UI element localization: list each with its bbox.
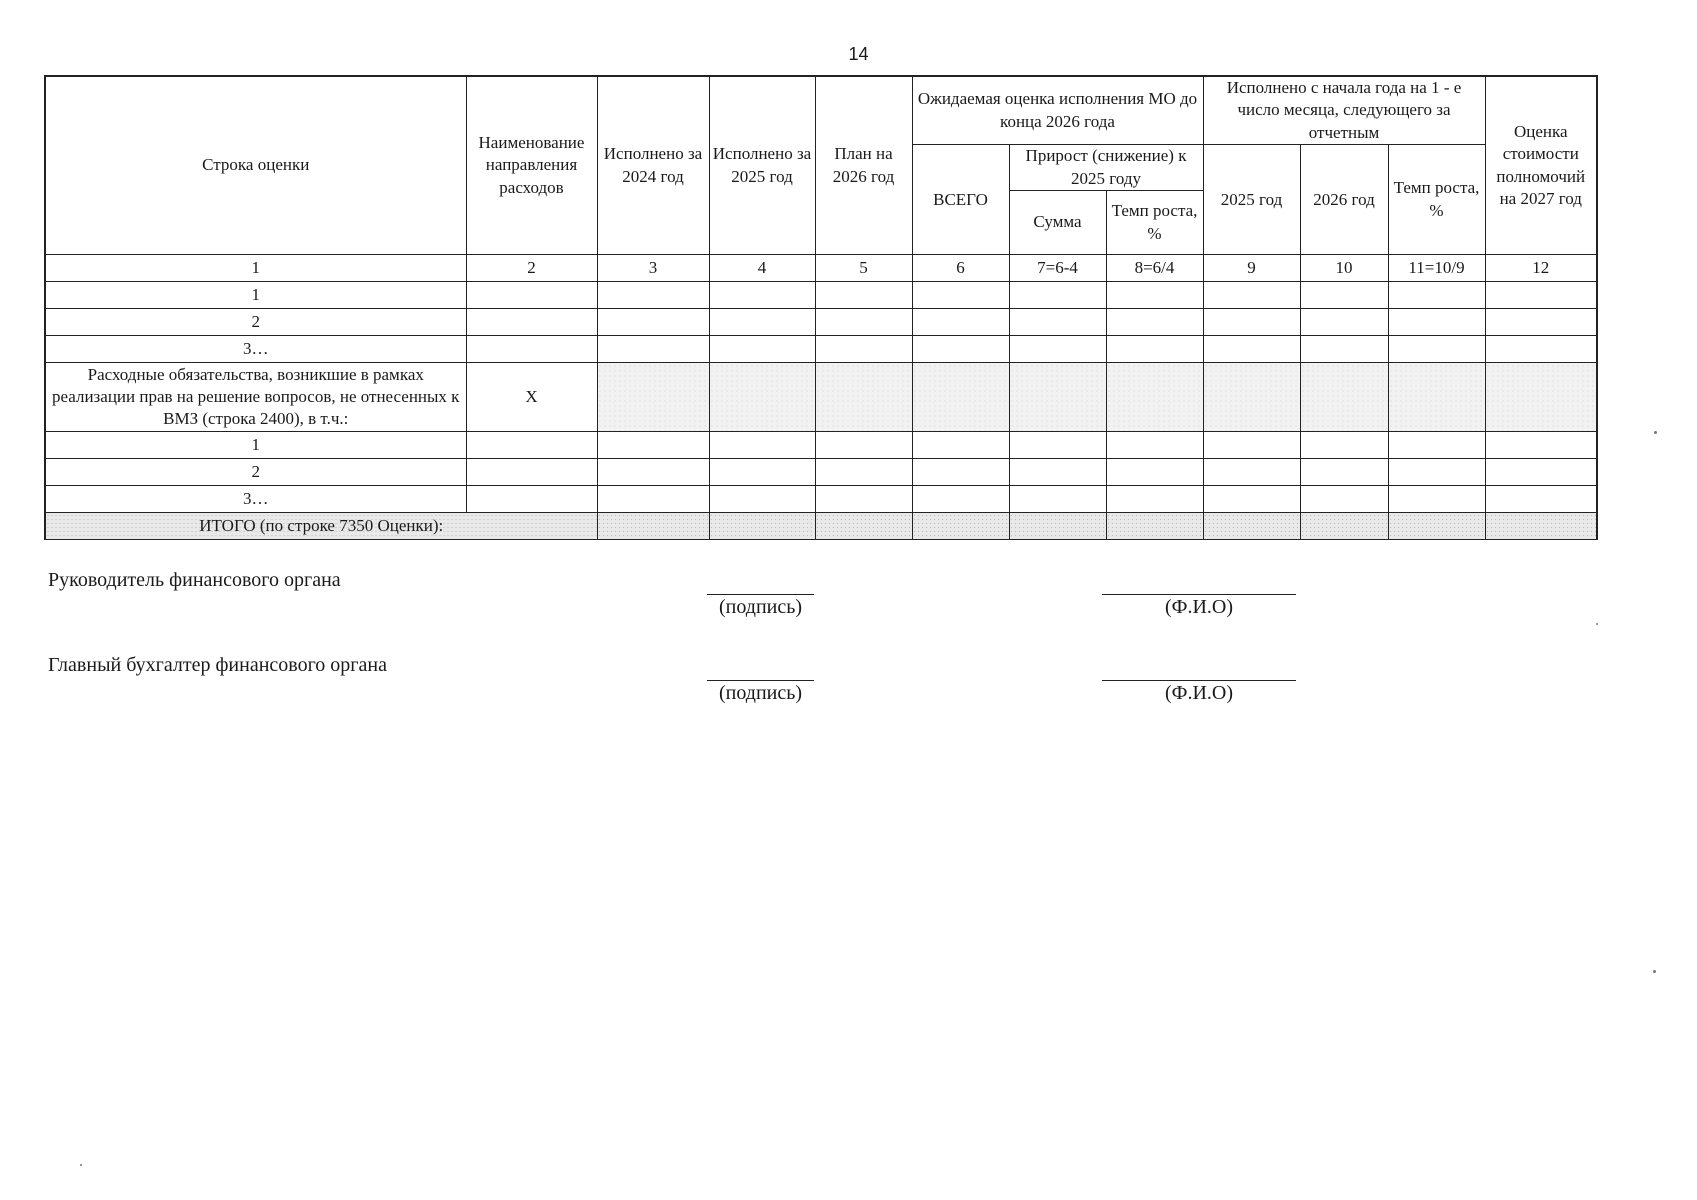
- section-row: [45, 363, 1597, 432]
- header-executed-2024: Исполнено за 2024 год: [597, 76, 709, 255]
- header-ytd-group: Исполнено с начала года на 1 - е число месяца, следующего за отчетным: [1203, 76, 1485, 145]
- section-label: Расходные обязательства, возникшие в рамках реализации прав на решение вопросов, не отнесенных к ВМЗ (строка 2400), в т.ч.:: [45, 363, 466, 432]
- shaded-cell: [1106, 363, 1203, 432]
- table-cell: [709, 432, 815, 459]
- total-cell: [1009, 513, 1106, 540]
- table-cell: [1485, 486, 1597, 513]
- column-number: 4: [709, 255, 815, 282]
- column-number-row: [45, 255, 1597, 282]
- row-label: 2: [45, 309, 466, 336]
- head-name-line: [1102, 594, 1296, 595]
- column-number: 3: [597, 255, 709, 282]
- table-cell: [1009, 282, 1106, 309]
- column-number: 10: [1300, 255, 1388, 282]
- table-cell: [815, 459, 912, 486]
- accountant-name-line: [1102, 680, 1296, 681]
- table-cell: [709, 309, 815, 336]
- table-cell: [1485, 432, 1597, 459]
- table-cell: [1485, 309, 1597, 336]
- header-growth-group: Прирост (снижение) к 2025 году: [1009, 145, 1203, 191]
- total-cell: [1388, 513, 1485, 540]
- shaded-cell: [1203, 363, 1300, 432]
- total-label: ИТОГО (по строке 7350 Оценки):: [45, 513, 597, 540]
- table-cell: [1203, 336, 1300, 363]
- column-number: 6: [912, 255, 1009, 282]
- total-row: [45, 513, 1597, 540]
- table-cell: [1388, 486, 1485, 513]
- shaded-cell: [597, 363, 709, 432]
- header-row-label: Строка оценки: [45, 76, 466, 255]
- row-label: 2: [45, 459, 466, 486]
- table-cell: [1300, 336, 1388, 363]
- table-cell: [912, 282, 1009, 309]
- total-cell: [1485, 513, 1597, 540]
- table-cell: [1300, 282, 1388, 309]
- shaded-cell: [1388, 363, 1485, 432]
- shaded-cell: [1300, 363, 1388, 432]
- table-cell: [709, 282, 815, 309]
- head-name-caption: (Ф.И.О): [1164, 596, 1233, 618]
- table-cell: [597, 309, 709, 336]
- table-cell: [1106, 336, 1203, 363]
- scan-speck: [1596, 623, 1598, 625]
- header-direction: Наименование направления расходов: [466, 76, 597, 255]
- header-total: ВСЕГО: [912, 145, 1009, 255]
- table-cell: [1485, 336, 1597, 363]
- table-cell: [1300, 486, 1388, 513]
- table-cell: [1300, 309, 1388, 336]
- shaded-cell: [1485, 363, 1597, 432]
- section-mark: X: [466, 363, 597, 432]
- table-row: [45, 459, 1597, 486]
- header-rate-pct: Темп роста, %: [1388, 145, 1485, 255]
- total-cell: [912, 513, 1009, 540]
- table-row: [45, 282, 1597, 309]
- table-cell: [597, 432, 709, 459]
- table-cell: [466, 282, 597, 309]
- table-row: [45, 486, 1597, 513]
- table-cell: [597, 282, 709, 309]
- header-sum: Сумма: [1009, 191, 1106, 255]
- table-cell: [1388, 459, 1485, 486]
- table-cell: [912, 336, 1009, 363]
- table-cell: [1009, 486, 1106, 513]
- total-cell: [1300, 513, 1388, 540]
- table-cell: [1106, 282, 1203, 309]
- table-cell: [1009, 459, 1106, 486]
- table-cell: [1106, 486, 1203, 513]
- row-label: 1: [45, 432, 466, 459]
- row-label: 1: [45, 282, 466, 309]
- column-number: 9: [1203, 255, 1300, 282]
- table-cell: [1203, 309, 1300, 336]
- table-cell: [1009, 309, 1106, 336]
- table-cell: [1300, 432, 1388, 459]
- column-number: 2: [466, 255, 597, 282]
- accountant-signature-caption: (подпись): [718, 682, 803, 704]
- table-cell: [1388, 309, 1485, 336]
- column-number: 8=6/4: [1106, 255, 1203, 282]
- header-executed-2025: Исполнено за 2025 год: [709, 76, 815, 255]
- table-cell: [466, 459, 597, 486]
- table-cell: [1485, 459, 1597, 486]
- table-cell: [1106, 309, 1203, 336]
- table-cell: [912, 432, 1009, 459]
- table-cell: [912, 486, 1009, 513]
- shaded-cell: [1009, 363, 1106, 432]
- table-cell: [815, 336, 912, 363]
- table-cell: [815, 309, 912, 336]
- header-plan-2026: План на 2026 год: [815, 76, 912, 255]
- table-cell: [709, 459, 815, 486]
- table-row: [45, 309, 1597, 336]
- column-number: 12: [1485, 255, 1597, 282]
- total-cell: [815, 513, 912, 540]
- row-label: 3…: [45, 486, 466, 513]
- table-cell: [1388, 432, 1485, 459]
- table-cell: [1203, 486, 1300, 513]
- total-cell: [1106, 513, 1203, 540]
- total-cell: [1203, 513, 1300, 540]
- table-cell: [709, 486, 815, 513]
- row-label: 3…: [45, 336, 466, 363]
- total-cell: [709, 513, 815, 540]
- scan-speck: [1654, 431, 1657, 434]
- table-cell: [709, 336, 815, 363]
- table-cell: [1203, 459, 1300, 486]
- column-number: 5: [815, 255, 912, 282]
- head-signature-line: [707, 594, 814, 595]
- table-cell: [815, 486, 912, 513]
- table-cell: [1203, 282, 1300, 309]
- table-cell: [466, 432, 597, 459]
- scan-speck: [80, 1164, 82, 1166]
- header-cost-2027: Оценка стоимости полномочий на 2027 год: [1485, 76, 1597, 255]
- table-cell: [466, 486, 597, 513]
- head-label: Руководитель финансового органа: [48, 569, 341, 591]
- table-row: [45, 336, 1597, 363]
- table-cell: [912, 309, 1009, 336]
- total-cell: [597, 513, 709, 540]
- assessment-table: [44, 75, 1598, 540]
- head-signature-caption: (подпись): [718, 596, 803, 618]
- header-expected-group: Ожидаемая оценка исполнения МО до конца 2026 года: [912, 76, 1203, 145]
- table-cell: [1009, 336, 1106, 363]
- header-year-2026: 2026 год: [1300, 145, 1388, 255]
- table-row: [45, 432, 1597, 459]
- header-growth-rate: Темп роста, %: [1106, 191, 1203, 255]
- table-cell: [466, 336, 597, 363]
- table-cell: [1106, 459, 1203, 486]
- scan-speck: [1653, 970, 1656, 973]
- table-cell: [1388, 282, 1485, 309]
- accountant-signature-line: [707, 680, 814, 681]
- table-cell: [1203, 432, 1300, 459]
- table-cell: [912, 459, 1009, 486]
- accountant-label: Главный бухгалтер финансового органа: [48, 654, 387, 676]
- accountant-name-caption: (Ф.И.О): [1164, 682, 1233, 704]
- header-year-2025: 2025 год: [1203, 145, 1300, 255]
- table-cell: [597, 336, 709, 363]
- table-cell: [815, 432, 912, 459]
- table-cell: [597, 486, 709, 513]
- page-number: 14: [848, 44, 869, 64]
- table-cell: [1300, 459, 1388, 486]
- table-cell: [1009, 432, 1106, 459]
- table-cell: [597, 459, 709, 486]
- column-number: 1: [45, 255, 466, 282]
- table-cell: [815, 282, 912, 309]
- shaded-cell: [912, 363, 1009, 432]
- shaded-cell: [709, 363, 815, 432]
- column-number: 11=10/9: [1388, 255, 1485, 282]
- table-cell: [466, 309, 597, 336]
- table-cell: [1485, 282, 1597, 309]
- table-cell: [1106, 432, 1203, 459]
- table-cell: [1388, 336, 1485, 363]
- column-number: 7=6-4: [1009, 255, 1106, 282]
- shaded-cell: [815, 363, 912, 432]
